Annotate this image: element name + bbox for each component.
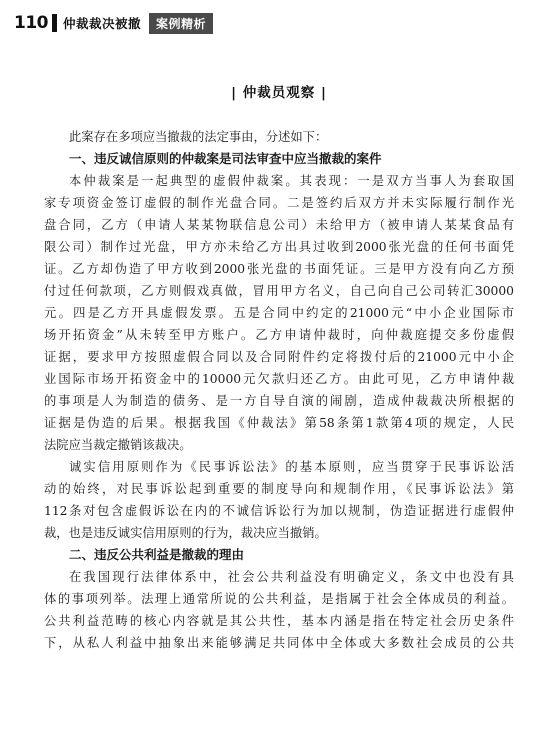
text-line: 限公司）制作过光盘，甲方亦未给乙方出具过收到2000张光盘的任何书面凭 [44,240,514,254]
section-tab: 案例精析 [149,13,213,34]
text-line: 元。四是乙方开具虚假发票。五是合同中约定的21000元“中小企业国际市 [44,306,514,320]
text-line: 诚实信用原则作为《民事诉讼法》的基本原则，应当贯穿于民事诉讼活 [69,460,514,474]
text-line: 业国际市场开拓资金中的10000元欠款归还乙方。由此可见，乙方申请仲裁 [44,372,514,386]
text-line: 的事项是人为制造的债务、是一方自导自演的闹剧，造成仲裁裁决所根据的 [44,394,514,408]
header-divider [52,14,57,32]
section-heading: 一、违反诚信原则的仲裁案是司法审查中应当撤裁的案件 [69,151,382,166]
text-line: 裁，也是违反诚实信用原则的行为，裁决应当撤销。 [44,526,327,540]
section-title: | 仲裁员观察 | [231,85,327,101]
text-line: 此案存在多项应当撤裁的法定事由，分述如下： [69,130,328,144]
body-text [44,126,514,654]
text-line: 盘合同，乙方（申请人某某物联信息公司）未给甲方（被申请人某某食品有 [44,218,514,232]
text-line: 在我国现行法律体系中，社会公共利益没有明确定义，条文中也没有具 [69,570,514,584]
text-line: 动的始终，对民事诉讼起到重要的制度导向和规制作用，《民事诉讼法》第 [44,482,514,496]
text-line: 体的事项列举。法理上通常所说的公共利益，是指属于社会全体成员的利益。 [44,592,514,606]
running-header [14,13,213,33]
section-heading: 二、违反公共利益是撤裁的理由 [69,547,245,562]
text-line: 场开拓资金”从未转至甲方账户。乙方申请仲裁时，向仲裁庭提交多份虚假 [44,328,514,342]
text-line: 证据是伪造的后果。根据我国《仲裁法》第58条第1款第4项的规定，人民 [44,416,514,430]
book-title: 仲裁裁决被撤 [63,16,142,31]
text-line: 112条对包含虚假诉讼在内的不诚信诉讼行为加以规制，伪造证据进行虚假仲 [44,504,514,518]
text-line: 付过任何款项，乙方则假戏真做，冒用甲方名义，自己向自己公司转汇30000 [44,284,514,298]
page-number: 110 [14,13,48,33]
text-line: 证据，要求甲方按照虚假合同以及合同附件约定将拨付后的21000元中小企 [44,350,514,364]
text-line: 本仲裁案是一起典型的虚假仲裁案。其表现：一是双方当事人为套取国 [69,174,514,188]
text-line: 下，从私人利益中抽象出来能够满足共同体中全体或大多数社会成员的公共 [44,636,514,650]
text-line: 证。乙方却伪造了甲方收到2000张光盘的书面凭证。三是甲方没有向乙方预 [44,262,514,276]
text-line: 公共利益范畴的核心内容就是其公共性，基本内涵是指在特定社会历史条件 [44,614,514,628]
text-line: 法院应当裁定撤销该裁决。 [44,438,192,452]
text-line: 家专项资金签订虚假的制作光盘合同。二是签约后双方并未实际履行制作光 [44,196,514,210]
